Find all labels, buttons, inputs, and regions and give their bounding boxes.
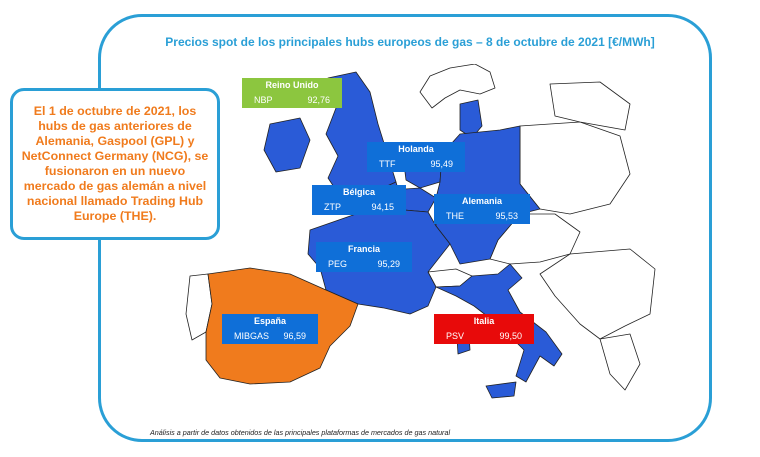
- hub-label-uk: [242, 78, 342, 108]
- hub-price: 95,53: [495, 211, 518, 221]
- hub-price: 96,59: [283, 331, 306, 341]
- merger-note: El 1 de octubre de 2021, los hubs de gas anteriores de Alemania, Gaspool (GPL) y NetConnect Germany (NCG), se fusionaron en un nuevo mercado de gas alemán a nivel nacional llamado Trading Hub Europe (THE).: [10, 88, 220, 240]
- hub-label-fr: [316, 242, 412, 272]
- hub-country: Italia: [473, 316, 495, 326]
- poland-shape: [520, 122, 630, 214]
- europe-map: [160, 64, 660, 404]
- hub-label-nl: [367, 142, 465, 172]
- scandinavia-shape: [420, 64, 495, 108]
- hub-label-it: [434, 314, 534, 344]
- greece-shape: [600, 334, 640, 390]
- hub-label-be: [312, 185, 406, 215]
- hub-country: Alemania: [461, 196, 503, 206]
- hub-label-de: [434, 194, 530, 224]
- hub-country: Holanda: [398, 144, 434, 154]
- hub-price: 99,50: [499, 331, 522, 341]
- hub-price: 95,29: [377, 259, 400, 269]
- sicily-shape: [486, 382, 516, 398]
- hub-name: PSV: [446, 331, 465, 341]
- source-note: Análisis a partir de datos obtenidos de las principales plataformas de mercados de gas natural: [150, 428, 451, 437]
- hungary-balkans-shape: [540, 249, 655, 339]
- hub-price: 94,15: [371, 202, 394, 212]
- hub-name: NBP: [254, 95, 273, 105]
- hub-country: Francia: [347, 244, 380, 254]
- hub-name: ZTP: [324, 202, 341, 212]
- hub-country: España: [253, 316, 286, 326]
- hub-label-es: [222, 314, 318, 344]
- hub-country: Bélgica: [342, 187, 375, 197]
- hub-country: Reino Unido: [265, 80, 319, 90]
- map-title: Precios spot de los principales hubs europeos de gas – 8 de octubre de 2021 [€/MWh]: [165, 35, 655, 49]
- hub-name: THE: [446, 211, 464, 221]
- hub-price: 92,76: [307, 95, 330, 105]
- ireland-shape: [264, 118, 310, 172]
- hub-price: 95,49: [430, 159, 453, 169]
- hub-name: TTF: [379, 159, 396, 169]
- hub-name: MIBGAS: [234, 331, 270, 341]
- hub-name: PEG: [328, 259, 348, 269]
